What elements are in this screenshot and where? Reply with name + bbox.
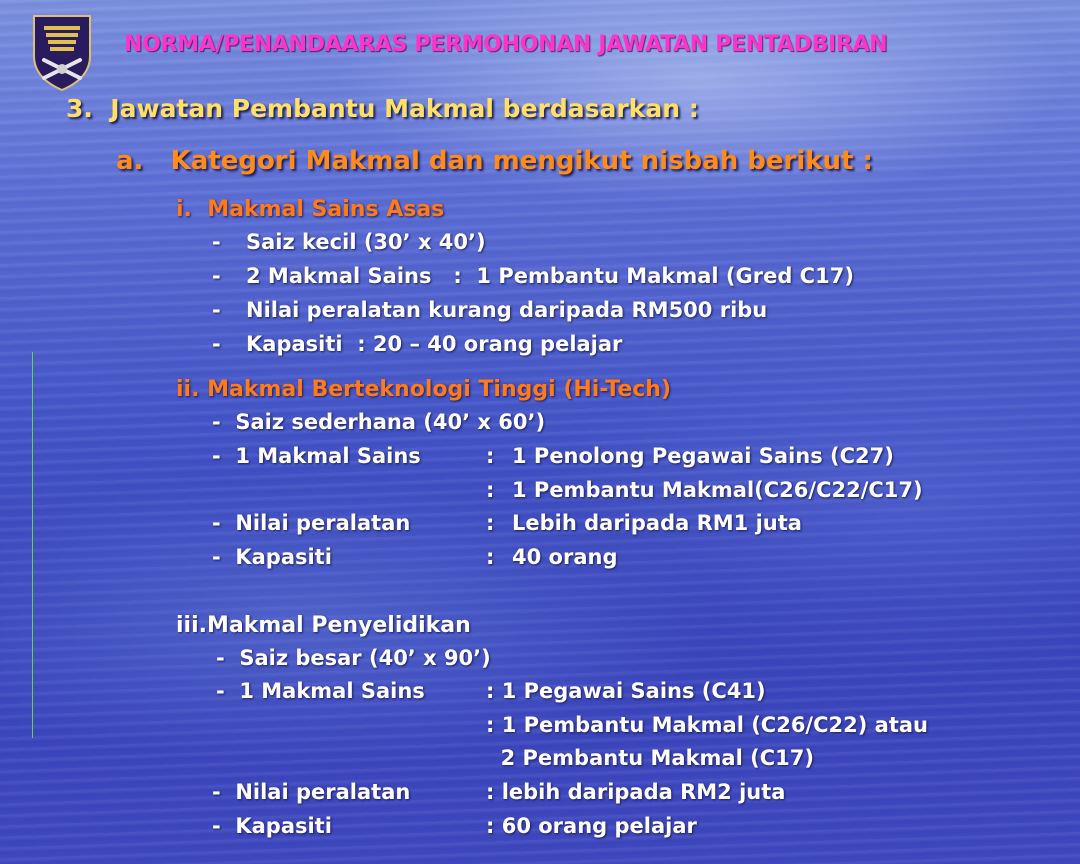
section-i-line: 2 Makmal Sains : 1 Pembantu Makmal (Gred C17) bbox=[246, 264, 854, 288]
section-i-line: Nilai peralatan kurang daripada RM500 ribu bbox=[246, 298, 768, 322]
section-ii-title: ii. Makmal Berteknologi Tinggi (Hi-Tech) bbox=[176, 377, 671, 402]
section-i-dash: - bbox=[212, 332, 221, 356]
section-ii-label: - Nilai peralatan bbox=[212, 511, 411, 535]
section-ii-sep: : bbox=[486, 444, 495, 468]
section-iii-value: : 1 Pembantu Makmal (C26/C22) atau bbox=[486, 713, 928, 737]
section-ii-value: Lebih daripada RM1 juta bbox=[512, 511, 802, 535]
university-crest-icon bbox=[30, 12, 94, 92]
section-heading: 3. Jawatan Pembantu Makmal berdasarkan : bbox=[66, 94, 699, 123]
section-ii-sep: : bbox=[486, 478, 495, 502]
section-iii-title: iii.Makmal Penyelidikan bbox=[176, 613, 471, 638]
section-i-title: i. Makmal Sains Asas bbox=[176, 197, 445, 222]
section-ii-label: - Saiz sederhana (40’ x 60’) bbox=[212, 410, 546, 434]
section-iii-value: : 60 orang pelajar bbox=[486, 814, 697, 838]
section-iii-label: - 1 Makmal Sains bbox=[216, 679, 425, 703]
subsection-heading: a. Kategori Makmal dan mengikut nisbah berikut : bbox=[116, 146, 873, 176]
section-i-dash: - bbox=[212, 298, 221, 322]
section-i-line: Saiz kecil (30’ x 40’) bbox=[246, 230, 486, 254]
section-ii-value: 1 Pembantu Makmal(C26/C22/C17) bbox=[512, 478, 923, 502]
section-i-line: Kapasiti : 20 – 40 orang pelajar bbox=[246, 332, 623, 356]
section-ii-sep: : bbox=[486, 545, 495, 569]
section-iii-value: : 1 Pegawai Sains (C41) bbox=[486, 679, 766, 703]
section-iii-label: - Kapasiti bbox=[212, 814, 332, 838]
section-ii-label: - Kapasiti bbox=[212, 545, 332, 569]
section-iii-value: : lebih daripada RM2 juta bbox=[486, 780, 786, 804]
section-i-dash: - bbox=[212, 264, 221, 288]
section-ii-value: 40 orang bbox=[512, 545, 618, 569]
section-ii-label: - 1 Makmal Sains bbox=[212, 444, 421, 468]
left-divider-line bbox=[32, 352, 33, 738]
page-title: NORMA/PENANDAARAS PERMOHONAN JAWATAN PENTADBIRAN bbox=[124, 32, 888, 57]
section-ii-sep: : bbox=[486, 511, 495, 535]
section-iii-value: 2 Pembantu Makmal (C17) bbox=[486, 746, 814, 770]
section-iii-label: - Saiz besar (40’ x 90’) bbox=[216, 646, 491, 670]
section-i-dash: - bbox=[212, 230, 221, 254]
section-ii-value: 1 Penolong Pegawai Sains (C27) bbox=[512, 444, 894, 468]
section-iii-label: - Nilai peralatan bbox=[212, 780, 411, 804]
